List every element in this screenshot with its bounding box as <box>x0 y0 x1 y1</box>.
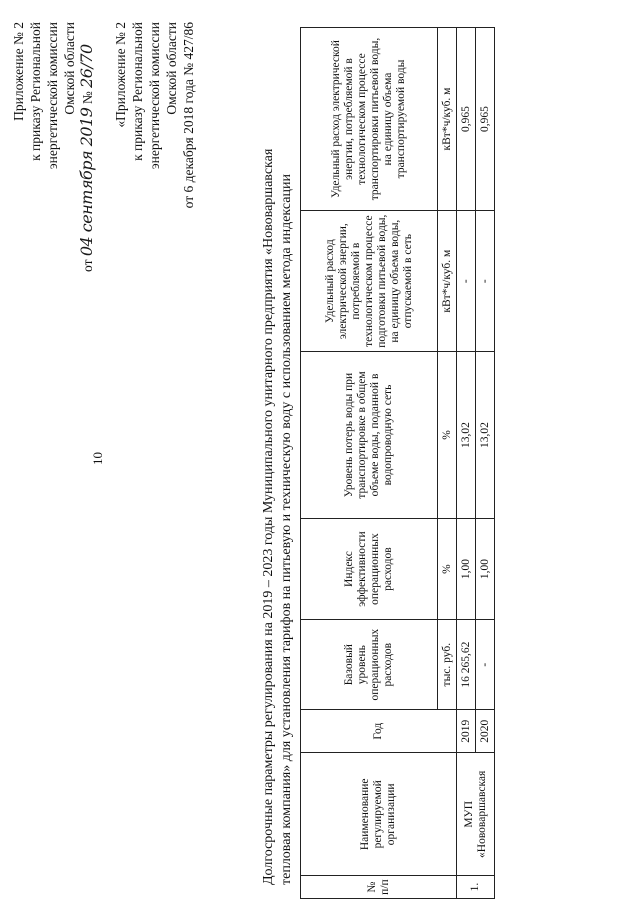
header-energy-prep: Удельный расход электрической энергии, потребляемой в технологическом процессе подготовки питьевой воды, на единицу объема воды, отпускаемой в сеть <box>301 211 438 352</box>
page-number: 10 <box>90 452 105 465</box>
cell-efficiency-index: 1,00 <box>457 518 476 620</box>
row-org: МУП «Нововаршавская <box>457 753 495 876</box>
unit-energy-prep: кВт*ч/куб. м <box>438 211 457 352</box>
signature-prefix: от <box>80 259 95 272</box>
annex-line: Омской области <box>164 22 179 115</box>
table-header-row <box>301 28 438 899</box>
unit-loss-level: % <box>438 352 457 518</box>
cell-year: 2020 <box>476 709 495 753</box>
document-title <box>260 145 296 885</box>
cell-year: 2019 <box>457 709 476 753</box>
cell-energy-prep: - <box>476 211 495 352</box>
annex-line: «Приложение № 2 <box>113 22 128 128</box>
header-loss-level: Уровень потерь воды при транспортировке в общем объеме воды, поданной в водопроводную сеть <box>301 352 438 518</box>
annex-current-block <box>10 22 96 272</box>
title-line: Долгосрочные параметры регулирования на 2019 – 2023 годы Муниципального унитарного предприятия «Нововаршавская <box>261 148 276 885</box>
header-year: Год <box>301 709 457 753</box>
header-org: Наименование регулируемой организации <box>301 753 457 876</box>
cell-energy-prep: - <box>457 211 476 352</box>
cell-efficiency-index: 1,00 <box>476 518 495 620</box>
cell-base-level: 16 265,62 <box>457 620 476 709</box>
title-line: тепловая компания» для установления тарифов на питьевую и техническую воду с использованием метода индексации <box>279 174 294 885</box>
cell-energy-transport: 0,965 <box>476 28 495 211</box>
handwritten-number: 26/70 <box>77 44 96 88</box>
header-efficiency-index: Индекс эффективности операционных расходов <box>301 518 438 620</box>
annex-line: к приказу Региональной <box>28 22 43 161</box>
number-label: № <box>80 91 95 105</box>
header-energy-transport: Удельный расход электрической энергии, потребляемой в технологическом процессе транспортировки питьевой воды, на единицу объема транспортируемой воды <box>301 28 438 211</box>
unit-base-level: тыс. руб. <box>438 620 457 709</box>
header-num: № п/п <box>301 876 457 899</box>
annex-original-block <box>112 22 197 208</box>
annex-line: к приказу Региональной <box>130 22 145 161</box>
unit-efficiency-index: % <box>438 518 457 620</box>
annex-line: от 6 декабря 2018 года № 427/86 <box>181 22 196 209</box>
cell-loss-level: 13,02 <box>476 352 495 518</box>
table-row <box>457 28 476 899</box>
handwritten-date: 04 сентября 2019 <box>77 107 96 257</box>
annex-line: Приложение № 2 <box>11 22 26 121</box>
annex-line: Омской области <box>62 22 77 115</box>
header-base-level: Базовый уровень операционных расходов <box>301 620 438 709</box>
row-num: 1. <box>457 876 495 899</box>
signature-line <box>78 22 96 272</box>
annex-line: энергетической комиссии <box>45 22 60 170</box>
cell-loss-level: 13,02 <box>457 352 476 518</box>
parameters-table <box>300 27 495 899</box>
annex-line: энергетической комиссии <box>147 22 162 170</box>
cell-energy-transport: 0,965 <box>457 28 476 211</box>
cell-base-level: - <box>476 620 495 709</box>
unit-energy-transport: кВт*ч/куб. м <box>438 28 457 211</box>
